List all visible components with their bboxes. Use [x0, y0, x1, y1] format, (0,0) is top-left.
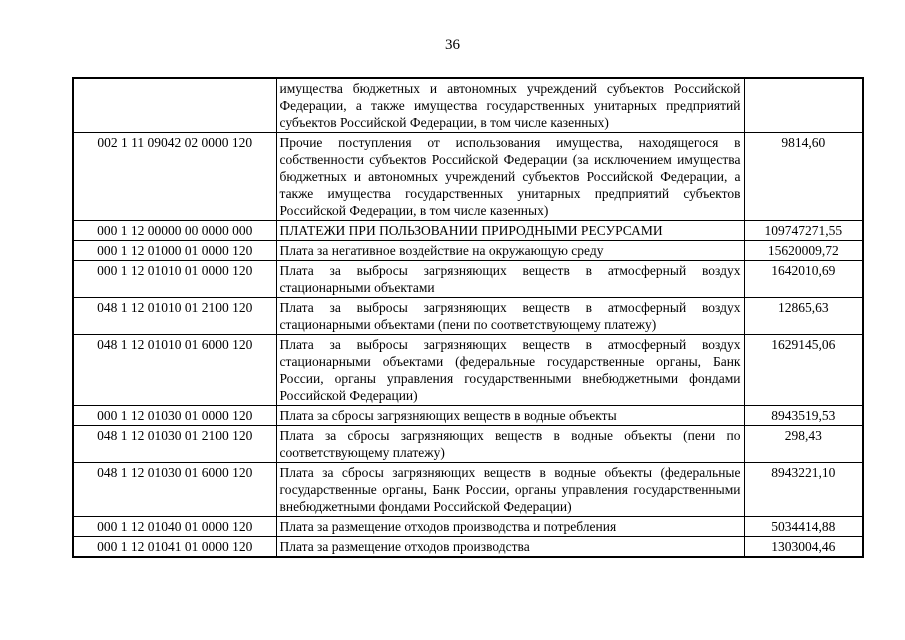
amount-cell: 8943519,53: [744, 406, 863, 426]
table-row: [73, 335, 863, 406]
amount-cell: 8943221,10: [744, 463, 863, 517]
amount-cell: 1642010,69: [744, 261, 863, 298]
budget-code-cell: 000 1 12 01010 01 0000 120: [73, 261, 276, 298]
budget-code-cell: 048 1 12 01010 01 6000 120: [73, 335, 276, 406]
amount-cell: 9814,60: [744, 133, 863, 221]
table-row: [73, 298, 863, 335]
description-cell: Плата за выбросы загрязняющих веществ в атмосферный воздух стационарными объектами (пени по соответствующему платежу): [276, 298, 744, 335]
amount-cell: 12865,63: [744, 298, 863, 335]
budget-code-cell: 002 1 11 09042 02 0000 120: [73, 133, 276, 221]
amount-cell: 1303004,46: [744, 537, 863, 558]
table-row: [73, 133, 863, 221]
table-row: [73, 241, 863, 261]
table-row-section: [73, 221, 863, 241]
budget-code-cell: 000 1 12 00000 00 0000 000: [73, 221, 276, 241]
description-cell: имущества бюджетных и автономных учреждений субъектов Российской Федерации, а также имущества государственных унитарных предприятий субъектов Российской Федерации, в том числе казенных): [276, 78, 744, 133]
table-row: [73, 406, 863, 426]
budget-code-cell: [73, 78, 276, 133]
budget-code-cell: 048 1 12 01010 01 2100 120: [73, 298, 276, 335]
budget-revenue-table: [72, 77, 864, 558]
budget-code-cell: 048 1 12 01030 01 6000 120: [73, 463, 276, 517]
description-cell: ПЛАТЕЖИ ПРИ ПОЛЬЗОВАНИИ ПРИРОДНЫМИ РЕСУРСАМИ: [276, 221, 744, 241]
budget-code-cell: 000 1 12 01040 01 0000 120: [73, 517, 276, 537]
page-number: 36: [445, 37, 460, 53]
description-cell: Плата за сбросы загрязняющих веществ в водные объекты (федеральные государственные органы, Банк России, органы управления государственными внебюджетными фондами Российской Федерации): [276, 463, 744, 517]
amount-cell: 298,43: [744, 426, 863, 463]
description-cell: Плата за выбросы загрязняющих веществ в атмосферный воздух стационарными объектами (федеральные государственные органы, Банк России, органы управления государственными внебюджетными фондами Российской Федерации): [276, 335, 744, 406]
description-cell: Плата за выбросы загрязняющих веществ в атмосферный воздух стационарными объектами: [276, 261, 744, 298]
description-cell: Прочие поступления от использования имущества, находящегося в собственности субъектов Российской Федерации (за исключением имущества бюджетных и автономных учреждений субъектов Российской Федерации, а также имущества государственных унитарных предприятий субъектов Российской Федерации, в том числе казенных): [276, 133, 744, 221]
table-row: [73, 78, 863, 133]
description-cell: Плата за негативное воздействие на окружающую среду: [276, 241, 744, 261]
budget-code-cell: 048 1 12 01030 01 2100 120: [73, 426, 276, 463]
description-cell: Плата за сбросы загрязняющих веществ в водные объекты: [276, 406, 744, 426]
table-row: [73, 537, 863, 558]
table-row: [73, 426, 863, 463]
amount-cell: 109747271,55: [744, 221, 863, 241]
budget-code-cell: 000 1 12 01041 01 0000 120: [73, 537, 276, 558]
amount-cell: 5034414,88: [744, 517, 863, 537]
table-row: [73, 261, 863, 298]
amount-cell: 15620009,72: [744, 241, 863, 261]
description-cell: Плата за размещение отходов производства: [276, 537, 744, 558]
budget-code-cell: 000 1 12 01030 01 0000 120: [73, 406, 276, 426]
table-row: [73, 463, 863, 517]
table-row: [73, 517, 863, 537]
amount-cell: 1629145,06: [744, 335, 863, 406]
description-cell: Плата за сбросы загрязняющих веществ в водные объекты (пени по соответствующему платежу): [276, 426, 744, 463]
budget-code-cell: 000 1 12 01000 01 0000 120: [73, 241, 276, 261]
description-cell: Плата за размещение отходов производства и потребления: [276, 517, 744, 537]
amount-cell: [744, 78, 863, 133]
